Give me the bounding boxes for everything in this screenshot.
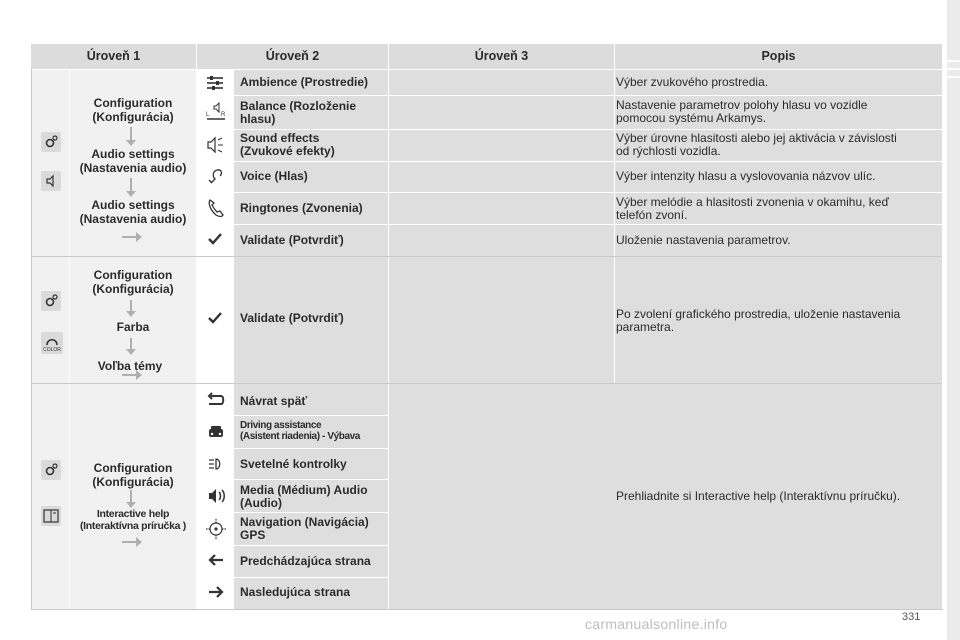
s1-desc-sound-effects: Výber úrovne hlasitosti alebo jej aktivácia v závislosti od rýchlosti vozidla. xyxy=(616,131,897,158)
svg-text:R: R xyxy=(221,112,226,118)
previous-page-arrow-icon xyxy=(207,553,225,567)
s3-l3-media-audio: Media (Médium) Audio (Audio) xyxy=(240,483,368,510)
next-page-arrow-icon xyxy=(207,585,225,599)
validate-check-icon-2 xyxy=(207,311,223,325)
header-level3: Úroveň 3 xyxy=(389,44,614,69)
s3-level2-cell xyxy=(70,384,196,609)
help-book-icon xyxy=(41,506,61,526)
s2-l3-validate: Validate (Potvrdiť) xyxy=(240,311,344,325)
driving-assistance-icon xyxy=(207,424,225,440)
s2-l2-configuration: Configuration (Konfigurácia) xyxy=(92,268,174,296)
s1-l3-ambience: Ambience (Prostredie) xyxy=(240,75,369,89)
s3-l3-driving-assistance: Driving assistance (Asistent riadenia) - Výbava xyxy=(240,420,360,442)
s1-l3-voice: Voice (Hlas) xyxy=(240,169,308,183)
s1-l3-sound-effects: Sound effects (Zvukové efekty) xyxy=(240,131,335,158)
settings-gear-icon-3 xyxy=(41,460,61,480)
header-level2: Úroveň 2 xyxy=(197,44,388,69)
s1-l3-ringtones: Ringtones (Zvonenia) xyxy=(240,201,363,215)
s3-l2-interactive-help: Interactive help (Interaktívna príručka ) xyxy=(79,508,186,532)
page-number: 331 xyxy=(902,611,921,623)
s1-desc-validate: Uloženie nastavenia parametrov. xyxy=(616,233,791,247)
s1-l3-validate: Validate (Potvrdiť) xyxy=(240,233,344,247)
warning-lights-icon xyxy=(207,456,225,472)
s3-l3-previous-page: Predchádzajúca strana xyxy=(240,554,371,568)
watermark: carmanualsonline.info xyxy=(585,616,728,632)
s3-l3-warning-lights: Svetelné kontrolky xyxy=(240,457,347,471)
s2-level1-cell xyxy=(32,257,69,383)
s1-l2-audio-settings-2: Audio settings (Nastavenia audio) xyxy=(79,198,187,226)
s2-desc: Po zvolení grafického prostredia, uloženie nastavenia parametra. xyxy=(616,307,901,334)
ringtone-handset-icon xyxy=(206,197,226,219)
validate-check-icon xyxy=(207,232,223,246)
s3-l3-navigation: Navigation (Navigácia) GPS xyxy=(240,515,369,542)
balance-icon xyxy=(205,102,227,122)
s1-l2-configuration: Configuration (Konfigurácia) xyxy=(92,96,174,124)
speaker-icon xyxy=(41,171,61,191)
s3-level1-cell xyxy=(32,384,69,609)
s2-l2-volba-temy: Voľba témy xyxy=(97,359,163,373)
settings-gear-icon-2 xyxy=(41,291,61,311)
s1-desc-ringtones: Výber melódie a hlasitosti zvonenia v okamihu, keď telefón zvoní. xyxy=(616,195,889,222)
s1-desc-balance: Nastavenie parametrov polohy hlasu vo vozidle pomocou systému Arkamys. xyxy=(616,98,868,125)
voice-icon xyxy=(206,167,226,187)
back-return-icon xyxy=(206,392,226,408)
s1-level1-cell xyxy=(32,70,69,256)
svg-text:COLOR: COLOR xyxy=(43,347,61,353)
header-description: Popis xyxy=(615,44,942,69)
s3-desc: Prehliadnite si Interactive help (Interaktívnu príručku). xyxy=(616,489,901,503)
media-audio-icon xyxy=(206,487,228,505)
settings-gear-icon xyxy=(41,132,61,152)
s3-l3-next-page: Nasledujúca strana xyxy=(240,585,351,599)
header-level1: Úroveň 1 xyxy=(31,44,196,69)
svg-text:L: L xyxy=(206,112,210,118)
s1-l2-audio-settings: Audio settings (Nastavenia audio) xyxy=(79,147,187,175)
s3-l2-configuration: Configuration (Konfigurácia) xyxy=(92,461,174,489)
s1-desc-ambience: Výber zvukového prostredia. xyxy=(616,75,769,89)
sound-effects-icon xyxy=(205,135,227,155)
s1-l3-balance: Balance (Rozloženie hlasu) xyxy=(240,99,357,126)
s2-l2-farba: Farba xyxy=(116,320,150,334)
navigation-gps-icon xyxy=(205,518,227,540)
s1-desc-voice: Výber intenzity hlasu a vyslovovania názvov ulíc. xyxy=(616,169,876,183)
color-theme-icon xyxy=(41,332,63,354)
ambience-icon xyxy=(205,74,225,92)
s3-l3-back: Návrat späť xyxy=(240,394,308,408)
page-edge-tab xyxy=(947,0,960,640)
